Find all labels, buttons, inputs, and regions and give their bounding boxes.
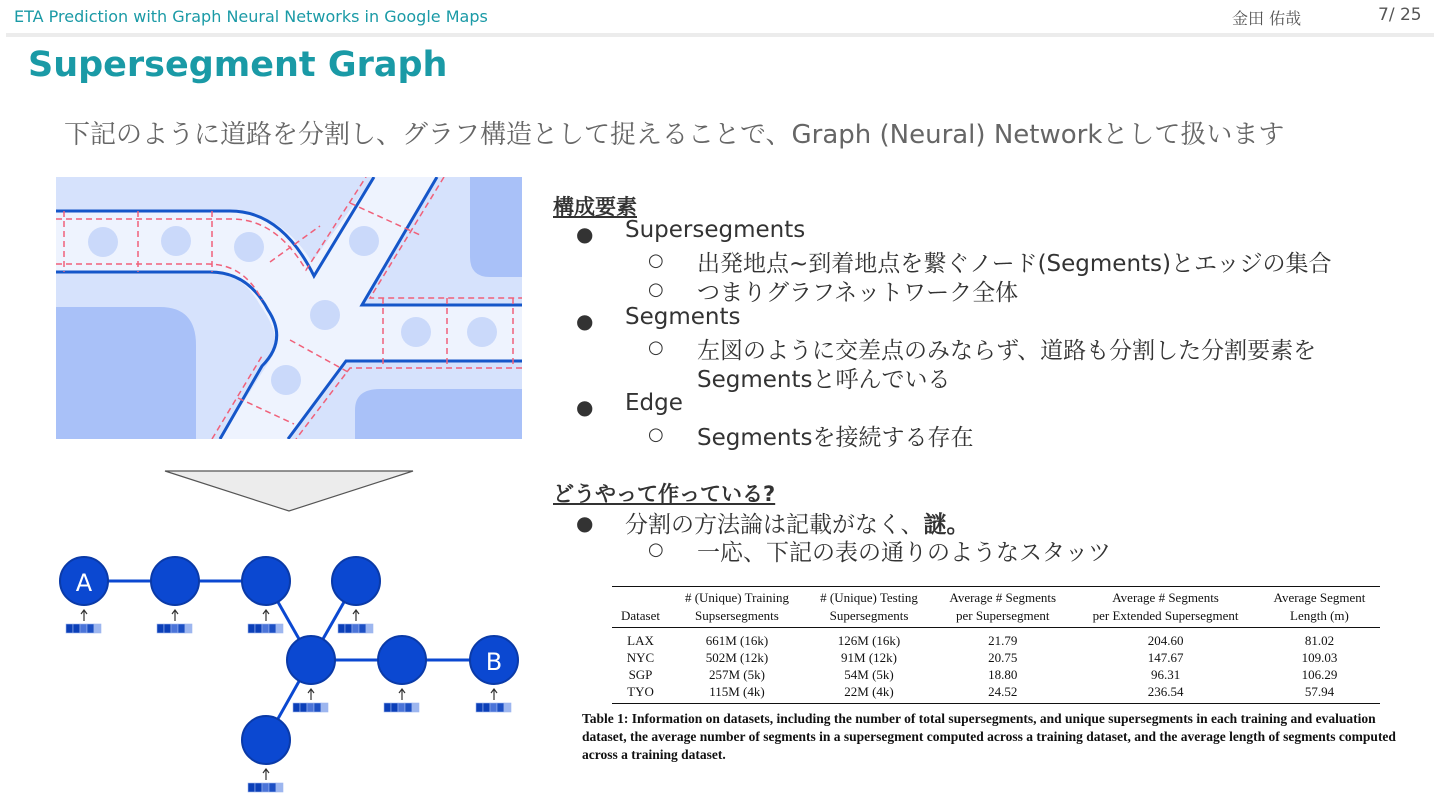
node-4-circle xyxy=(332,557,380,605)
author-name: 金田 佑哉 xyxy=(1232,9,1302,28)
up-arrow-icon xyxy=(399,689,405,700)
up-arrow-icon xyxy=(81,610,87,621)
slide-title: Supersegment Graph xyxy=(28,45,448,85)
header-line: # (Unique) Training xyxy=(684,590,789,605)
table-header-cell xyxy=(612,587,669,628)
table-cell: 109.03 xyxy=(1301,650,1338,665)
table-cell: 57.94 xyxy=(1304,684,1335,699)
graph-illustration xyxy=(60,557,518,792)
table-cell: NYC xyxy=(626,650,655,665)
feature-vector-icon xyxy=(476,703,511,712)
node-2-circle xyxy=(151,557,199,605)
table-cell: 18.80 xyxy=(988,667,1018,682)
node-8-circle xyxy=(242,716,290,764)
down-arrow xyxy=(165,471,413,511)
up-arrow-icon xyxy=(263,610,269,621)
table-cell: 661M (16k) xyxy=(705,633,769,648)
table-cell: 204.60 xyxy=(1147,633,1184,648)
map-block-bottom-right xyxy=(355,389,522,439)
table-cell: 147.67 xyxy=(1147,650,1184,665)
up-arrow-icon xyxy=(491,689,497,700)
header-line: Dataset xyxy=(621,608,660,623)
page-number: 7/ 25 xyxy=(1378,5,1422,25)
feature-vector-icon xyxy=(66,624,101,633)
up-arrow-icon xyxy=(172,610,178,621)
table-header-row xyxy=(612,587,1380,628)
table-header-cell xyxy=(805,587,933,628)
table-row xyxy=(612,649,1380,666)
how-item-bold: 謎。 xyxy=(923,512,970,538)
feature-vector-icon xyxy=(157,624,192,633)
components-heading: 構成要素 xyxy=(553,195,637,219)
node-b-label: B xyxy=(485,648,503,676)
item-segments: Segments xyxy=(625,304,741,330)
sub-item-continued: Segmentsと呼んでいる xyxy=(697,367,951,393)
item-supersegments: Supersegments xyxy=(625,217,806,243)
sub-bullet-icon: ○ xyxy=(648,250,664,271)
table-cell: 22M (4k) xyxy=(844,684,894,699)
feature-vector-icon xyxy=(338,624,373,633)
header-line: per Supersegment xyxy=(955,608,1050,623)
table-row xyxy=(612,683,1380,704)
table-cell: 257M (5k) xyxy=(708,667,765,682)
bullet-dot-icon: ● xyxy=(576,395,594,419)
slide-lead: 下記のように道路を分割し、グラフ構造として捉えることで、Graph (Neural) Networkとして扱います xyxy=(64,120,1285,150)
table-header-cell xyxy=(1072,587,1259,628)
node-5-circle xyxy=(287,636,335,684)
table-cell: 24.52 xyxy=(988,684,1018,699)
header-line: per Extended Supersegment xyxy=(1092,608,1239,623)
table-header-cell xyxy=(1259,587,1380,628)
feature-vector-icon xyxy=(248,624,283,633)
table-header-cell xyxy=(669,587,805,628)
sub-bullet-icon: ○ xyxy=(648,424,664,445)
header-line: Supersegments xyxy=(829,608,909,623)
how-heading: どうやって作っている? xyxy=(553,482,776,506)
table-cell: 502M (12k) xyxy=(705,650,769,665)
item-edge: Edge xyxy=(625,390,683,416)
header-line: Supsersegments xyxy=(695,608,779,623)
table-cell: 106.29 xyxy=(1301,667,1338,682)
sub-item: 左図のように交差点のみならず、道路も分割した分割要素を xyxy=(697,338,1317,364)
table-cell: LAX xyxy=(627,633,654,648)
bullet-dot-icon: ● xyxy=(576,222,594,246)
node-3-circle xyxy=(242,557,290,605)
up-arrow-icon xyxy=(308,689,314,700)
node-6-circle xyxy=(378,636,426,684)
table-cell: 54M (5k) xyxy=(844,667,894,682)
sub-bullet-icon: ○ xyxy=(648,539,664,560)
up-arrow-icon xyxy=(353,610,359,621)
sub-bullet-icon: ○ xyxy=(648,279,664,300)
header-line: Average # Segments xyxy=(1112,590,1219,605)
feature-vector-icon xyxy=(248,783,283,792)
deck-title: ETA Prediction with Graph Neural Networks in Google Maps xyxy=(14,7,488,26)
how-sub-item: 一応、下記の表の通りのようなスタッツ xyxy=(697,540,1111,566)
table-header-cell xyxy=(933,587,1072,628)
table-cell: TYO xyxy=(627,684,654,699)
table-cell: 20.75 xyxy=(988,650,1018,665)
header-line: # (Unique) Testing xyxy=(820,590,918,605)
table-cell: 115M (4k) xyxy=(709,684,765,699)
table-cell: SGP xyxy=(628,667,653,682)
header-line: Average # Segments xyxy=(949,590,1057,605)
how-item-text: 分割の方法論は記載がなく、 xyxy=(625,512,924,538)
sub-item: つまりグラフネットワーク全体 xyxy=(697,280,1019,306)
dataset-table xyxy=(612,586,1380,704)
sub-item: 出発地点~到着地点を繋ぐノード(Segments)とエッジの集合 xyxy=(697,251,1332,277)
table-row xyxy=(612,666,1380,683)
table-caption: Table 1: Information on datasets, including the number of total supersegments, and unique supersegments in each training and evaluation dataset, the average number of segments in a supersegment computed across a training dataset, and the average length of segments computed across a training dataset. xyxy=(582,711,1396,762)
map-block-left xyxy=(56,307,196,439)
table-row xyxy=(612,628,1380,650)
sub-item: Segmentsを接続する存在 xyxy=(697,425,974,451)
header-line: Length (m) xyxy=(1290,608,1349,623)
table-cell: 91M (12k) xyxy=(841,650,898,665)
map-block-top-right xyxy=(470,177,522,277)
table-cell: 81.02 xyxy=(1304,633,1335,648)
header-line: Average Segment xyxy=(1273,590,1366,605)
up-arrow-icon xyxy=(263,769,269,780)
bullet-dot-icon: ● xyxy=(576,511,594,535)
table-cell: 96.31 xyxy=(1150,667,1181,682)
node-a-label: A xyxy=(75,569,93,597)
feature-vector-icon xyxy=(293,703,328,712)
feature-vector-icon xyxy=(384,703,419,712)
table-cell: 21.79 xyxy=(988,633,1018,648)
sub-bullet-icon: ○ xyxy=(648,337,664,358)
road-map-illustration xyxy=(56,177,522,439)
bullet-dot-icon: ● xyxy=(576,309,594,333)
table-cell: 126M (16k) xyxy=(837,633,901,648)
table-cell: 236.54 xyxy=(1147,684,1184,699)
